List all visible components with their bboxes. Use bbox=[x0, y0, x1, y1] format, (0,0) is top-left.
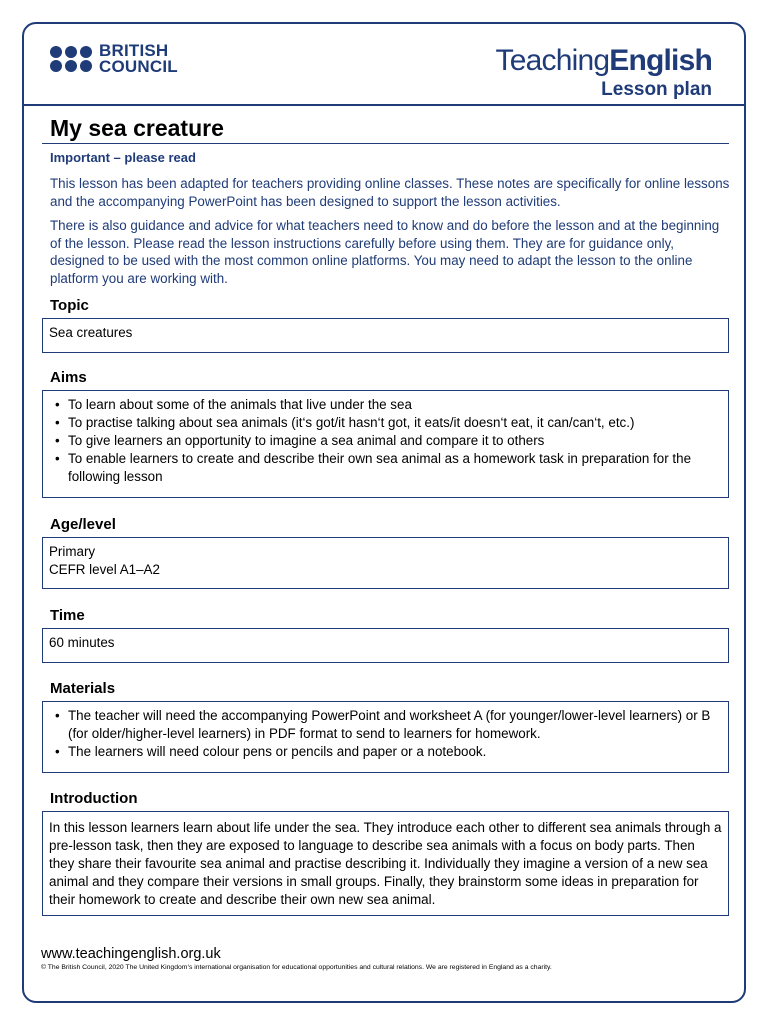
age-level-box bbox=[42, 537, 729, 589]
british-council-dots-icon bbox=[50, 46, 92, 72]
topic-text: Sea creatures bbox=[49, 325, 133, 340]
topic-heading: Topic bbox=[50, 297, 89, 314]
age-level-line: CEFR level A1–A2 bbox=[49, 562, 160, 577]
important-heading: Important – please read bbox=[50, 150, 196, 165]
materials-list bbox=[49, 707, 722, 761]
lesson-plan-label: Lesson plan bbox=[601, 79, 712, 100]
list-item: • To learn about some of the animals that live under the sea bbox=[49, 396, 722, 414]
list-item: • The teacher will need the accompanying PowerPoint and worksheet A (for younger/lower-level learners) or B (for older/higher-level learners) in PDF format to send to learners for homework. bbox=[49, 707, 722, 743]
introduction-box bbox=[42, 811, 729, 916]
british-council-logo bbox=[50, 43, 178, 75]
british-council-wordmark: BRITISH COUNCIL bbox=[99, 41, 178, 76]
page-title: My sea creature bbox=[50, 115, 224, 141]
time-box bbox=[42, 628, 729, 663]
aims-list bbox=[49, 396, 722, 486]
age-level-line: Primary bbox=[49, 544, 96, 559]
materials-box bbox=[42, 701, 729, 773]
title-divider bbox=[42, 143, 729, 144]
footer-website-link[interactable]: www.teachingenglish.org.uk bbox=[41, 946, 221, 962]
teaching-english-logo bbox=[496, 43, 712, 101]
list-item: • To give learners an opportunity to imagine a sea animal and compare it to others bbox=[49, 432, 722, 450]
list-item: • To enable learners to create and describe their own sea animal as a homework task in preparation for the following lesson bbox=[49, 450, 722, 486]
important-paragraph-1: This lesson has been adapted for teachers providing online classes. These notes are specifically for online lessons and the accompanying PowerPoint has been designed to support the lesson activities. bbox=[50, 176, 730, 209]
aims-heading: Aims bbox=[50, 369, 87, 386]
topic-box bbox=[42, 318, 729, 353]
list-item: • To practise talking about sea animals (it‘s got/it hasn‘t got, it eats/it doesn‘t eat, it can/can‘t, etc.) bbox=[49, 414, 722, 432]
teaching-english-wordmark: TeachingEnglish bbox=[495, 44, 712, 77]
footer-copyright: © The British Council, 2020 The United Kingdom‘s international organisation for educational opportunities and cultural relations. We are registered in England as a charity. bbox=[41, 964, 552, 971]
list-item: • The learners will need colour pens or pencils and paper or a notebook. bbox=[49, 743, 722, 761]
header-divider bbox=[22, 104, 746, 106]
age-level-heading: Age/level bbox=[50, 516, 116, 533]
time-heading: Time bbox=[50, 607, 85, 624]
aims-box bbox=[42, 390, 729, 498]
time-text: 60 minutes bbox=[49, 635, 115, 650]
important-paragraph-2: There is also guidance and advice for what teachers need to know and do before the lesson and at the beginning of the lesson. Please read the lesson instructions carefully before using them. They are for guidance only, designed to be used with the most common online platforms. You may need to adapt the lesson to the online platform you are working with. bbox=[50, 218, 720, 286]
materials-heading: Materials bbox=[50, 680, 116, 697]
introduction-text: In this lesson learners learn about life under the sea. They introduce each other to different sea animals through a pre-lesson task, then they are exposed to language to describe sea animals with a focus on body parts. Then they share their favourite sea animal and practise describing it. Individually they imagine a version of a new sea animal and they compare their versions in small groups. Finally, they brainstorm some ideas in preparation for their homework to create and describe their own new sea animal. bbox=[49, 820, 722, 907]
introduction-heading: Introduction bbox=[50, 790, 138, 807]
